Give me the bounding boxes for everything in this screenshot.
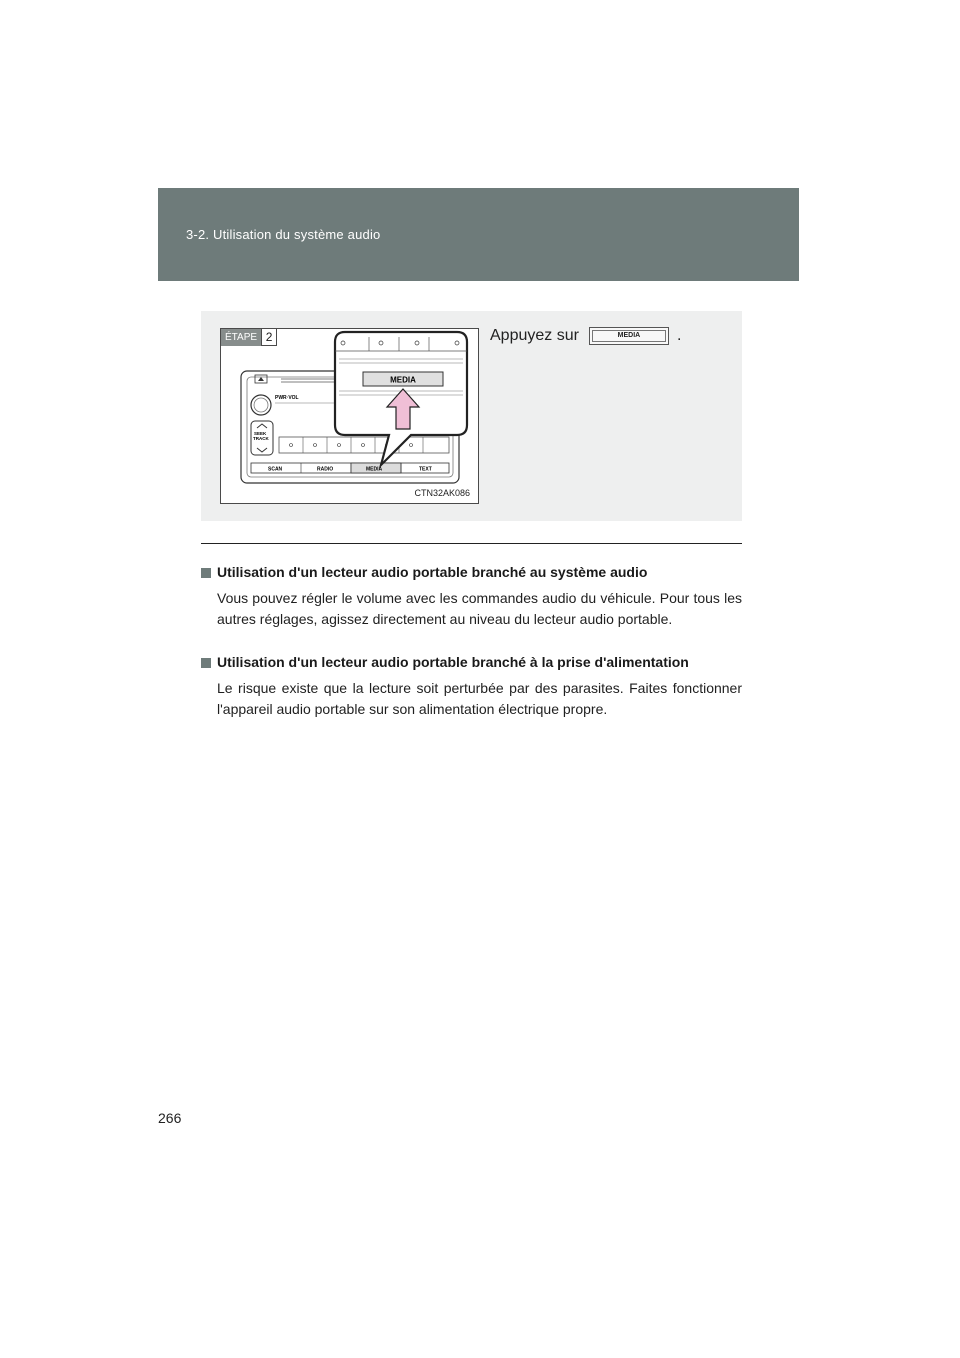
step-instruction (490, 327, 681, 345)
section-heading (201, 652, 742, 672)
section-heading-text: Utilisation d'un lecteur audio portable branché à la prise d'alimentation (217, 654, 689, 670)
instruction-suffix: . (676, 327, 682, 344)
media-source-label: MEDIA (366, 466, 383, 473)
radio-illustration (220, 328, 479, 504)
scan-label: SCAN (268, 466, 283, 473)
info-section-1 (201, 562, 742, 630)
instruction-prefix: Appuyez sur (490, 327, 579, 344)
media-zoom-label: MEDIA (390, 375, 416, 385)
text-label: TEXT (419, 466, 432, 473)
divider (201, 543, 742, 544)
section-body: Le risque existe que la lecture soit perturbée par des parasites. Faites fonctionner l'appareil audio portable sur son alimentation électrique propre. (217, 680, 742, 717)
chapter-title: 3-2. Utilisation du système audio (186, 227, 381, 242)
step-label: ÉTAPE (221, 329, 261, 346)
step-number: 2 (261, 329, 277, 346)
page-number: 266 (158, 1110, 182, 1126)
section-body: Vous pouvez régler le volume avec les commandes audio du véhicule. Pour tous les autres réglages, agissez directement au niveau du lecteur audio portable. (217, 590, 742, 627)
step-badge (221, 329, 277, 346)
chapter-header (158, 188, 799, 281)
bullet-square-icon (201, 658, 211, 668)
section-heading-text: Utilisation d'un lecteur audio portable branché au système audio (217, 564, 648, 580)
section-heading (201, 562, 742, 582)
radio-drawing (221, 329, 478, 503)
radio-label: RADIO (317, 466, 334, 473)
bullet-square-icon (201, 568, 211, 578)
step-box (201, 311, 742, 521)
info-section-2 (201, 652, 742, 720)
pwr-vol-label: PWR·VOL (275, 395, 299, 401)
media-button-icon-text: MEDIA (617, 332, 641, 339)
track-label: TRACK (253, 436, 269, 441)
figure-code: CTN32AK086 (414, 488, 470, 498)
seek-label: SEEK (254, 431, 267, 436)
media-button-icon (589, 327, 669, 345)
